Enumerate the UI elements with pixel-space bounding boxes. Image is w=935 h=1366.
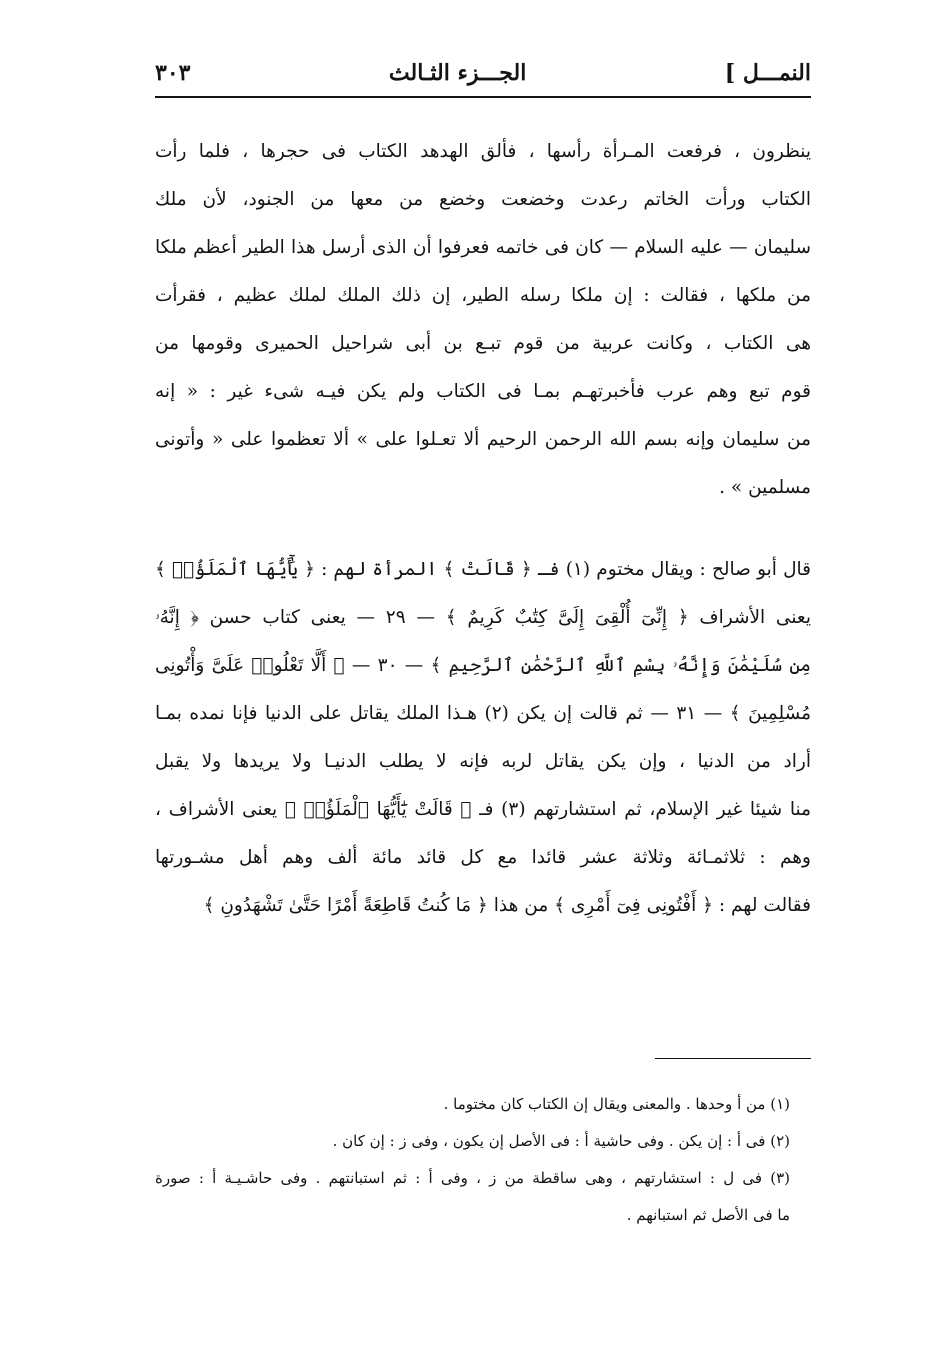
- page-number: ٣٠٣: [155, 60, 191, 86]
- text-line: من سليمان وإنه بسم الله الرحمن الرحيم ألا تعـلوا على » ألا تعظموا على « وأتونى: [155, 429, 811, 450]
- running-header: [155, 52, 811, 94]
- text-line: هى الكتاب ، وكانت عربية من قوم تبـع بن أبى شراحيل الحميرى وقومها من: [155, 333, 811, 354]
- text-line: وهم : ثلاثمـائة وثلاثة عشر قائدا مع كل قائد مائة ألف وهم أهل مشـورتها: [155, 847, 811, 868]
- footnote-line: (٢) فى أ : إن يكن . وفى حاشية أ : فى الأصل إن يكون ، وفى ز : إن كان .: [332, 1132, 790, 1150]
- text-line: مُسْلِمِينَ ﴾ — ٣١ — ثم قالت إن يكن (٢) هـذا الملك يقاتل على الدنيا فإنا نمده بمـا: [155, 703, 811, 724]
- text-line: يعنى الأشراف ﴿ إِنِّىٓ أُلْقِىَ إِلَىَّ كِتَٰبٌ كَرِيمٌ ﴾ — ٢٩ — يعنى كتاب حسن ﴿ إِنَّهُۥ: [155, 607, 811, 628]
- paragraph-2: [155, 546, 811, 930]
- paragraph-1: [155, 128, 811, 512]
- footnote-rule: [655, 1058, 811, 1059]
- text-line: قوم تبع وهم عرب فأخبرتهـم بمـا فى الكتاب ولم يكن فيـه شىء غير : « إنه: [155, 381, 811, 402]
- text-line: أراد من الدنيا ، وإن يكن يقاتل لربه فإنه لا يطلب الدنيـا ولا يريدها ولا يقبل: [155, 751, 811, 772]
- footnote-line: (١) من أ وحدها . والمعنى ويقال إن الكتاب كان مختوما .: [443, 1095, 790, 1113]
- chapter-title: النمـــل ]: [724, 60, 811, 86]
- text-line: فقالت لهم : ﴿ أَفْتُونِى فِىٓ أَمْرِى ﴾ من هذا ﴿ مَا كُنتُ قَاطِعَةً أَمْرًا حَتَّىٰ تَشْهَدُونِ ﴾: [203, 895, 811, 916]
- text-line: قال أبو صالح : ويقال مختوم (١) فـ ﴿ قَالَتْ ﴾ المرأة لهم : ﴿ يَٰٓأَيُّهَا ٱلْمَلَؤُا۟ ﴾: [155, 559, 811, 580]
- volume-title: الجـــزء الثـالث: [388, 60, 527, 86]
- text-line: مسلمين » .: [719, 477, 811, 498]
- footnote-line: (٣) فى ل : استشارتهم ، وهى ساقطة من ز ، وفى أ : ثم استبانتهم . وفى حاشـيـة أ : صورة: [155, 1169, 790, 1187]
- footnotes: [155, 1086, 790, 1234]
- text-line: الكتاب ورأت الخاتم رعدت وخضعت وخضع من معها من الجنود، لأن ملك: [155, 189, 811, 210]
- text-line: منا شيئا غير الإسلام، ثم استشارتهم (٣) فـ ﴿ قَالَتْ يَٰٓأَيُّهَا ٱلْمَلَؤُا۟ ﴾ يعنى الأشراف ،: [155, 799, 811, 820]
- body-text: [155, 128, 811, 930]
- text-line: من ملكها ، فقالت : إن ملكا رسله الطير، إن ذلك الملك لملك عظيم ، فقرأت: [155, 285, 811, 306]
- footnote-line: ما فى الأصل ثم استبانهم .: [626, 1206, 790, 1224]
- text-line: مِن سُلَيْمَٰنَ وَإِنَّهُۥ بِسْمِ ٱللَّهِ ٱلرَّحْمَٰنِ ٱلرَّحِيمِ ﴾ — ٣٠ — ﴿ أَلَّا تَعْلُوا۟ عَلَىَّ وَأْتُونِى: [155, 655, 811, 676]
- text-line: سليمان — عليه السلام — كان فى خاتمه فعرفوا أن الذى أرسل هذا الطير أعظم ملكا: [155, 237, 811, 258]
- text-line: ينظرون ، فرفعت المـرأة رأسها ، فألق الهدهد الكتاب فى حجرها ، فلما رأت: [155, 141, 811, 162]
- header-rule: [155, 96, 811, 98]
